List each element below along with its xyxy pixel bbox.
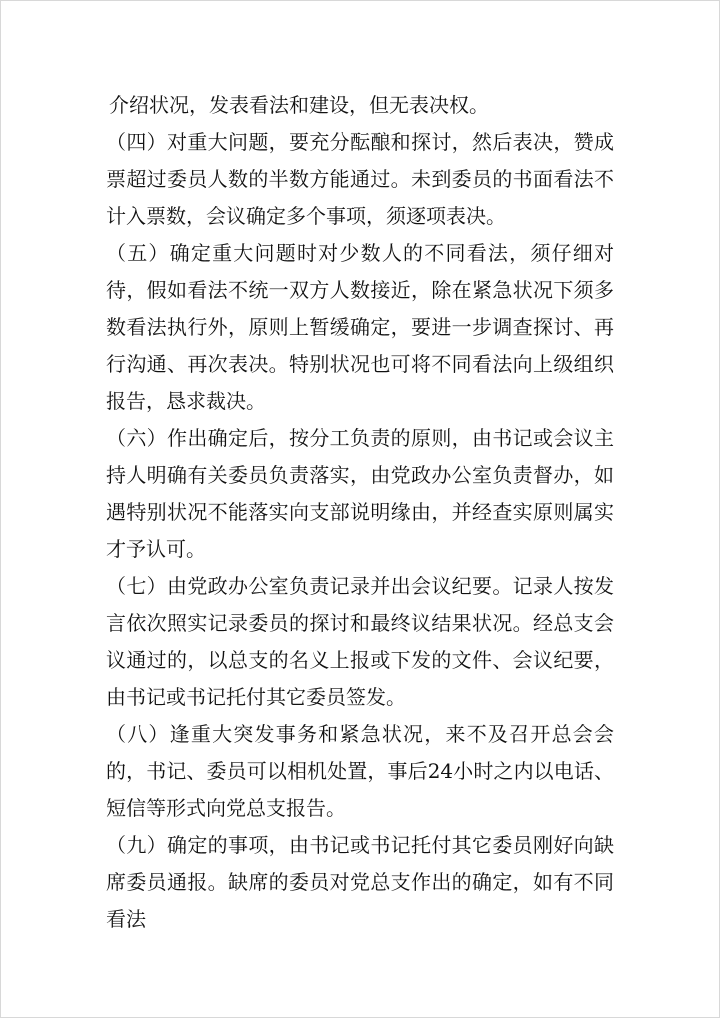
- paragraph-item-7: （七）由党政办公室负责记录并出会议纪要。记录人按发言依次照实记录委员的探讨和最终议结果状况。经总支会议通过的，以总支的名义上报或下发的文件、会议纪要，由书记或书记托付其它委员签发。: [106, 574, 614, 709]
- paragraph-item-8: （八）逢重大突发事务和紧急状况，来不及召开总会会的，书记、委员可以相机处置，事后24小时之内以电话、短信等形式向党总支报告。: [106, 722, 614, 820]
- paragraph-item-5: （五）确定重大问题时对少数人的不同看法，须仔细对待，假如看法不统一双方人数接近，除在紧急状况下须多数看法执行外，原则上暂缓确定，要进一步调查探讨、再行沟通、再次表决。特别状况也可将不同看法向上级组织报告，恳求裁决。: [106, 241, 614, 413]
- paragraph-item-9: （九）确定的事项，由书记或书记托付其它委员刚好向缺席委员通报。缺席的委员对党总支作出的确定，如有不同看法: [106, 833, 614, 931]
- paragraph-item-4: （四）对重大问题，要充分酝酿和探讨，然后表决，赞成票超过委员人数的半数方能通过。未到委员的书面看法不计入票数，会议确定多个事项，须逐项表决。: [106, 130, 614, 228]
- document-body: [106, 87, 614, 938]
- paragraph-continuation: 介绍状况，发表看法和建设，但无表决权。: [109, 93, 489, 117]
- paragraph-item-6: （六）作出确定后，按分工负责的原则，由书记或会议主持人明确有关委员负责落实，由党政办公室负责督办，如遇特别状况不能落实向支部说明缘由，并经查实原则属实才予认可。: [106, 426, 614, 561]
